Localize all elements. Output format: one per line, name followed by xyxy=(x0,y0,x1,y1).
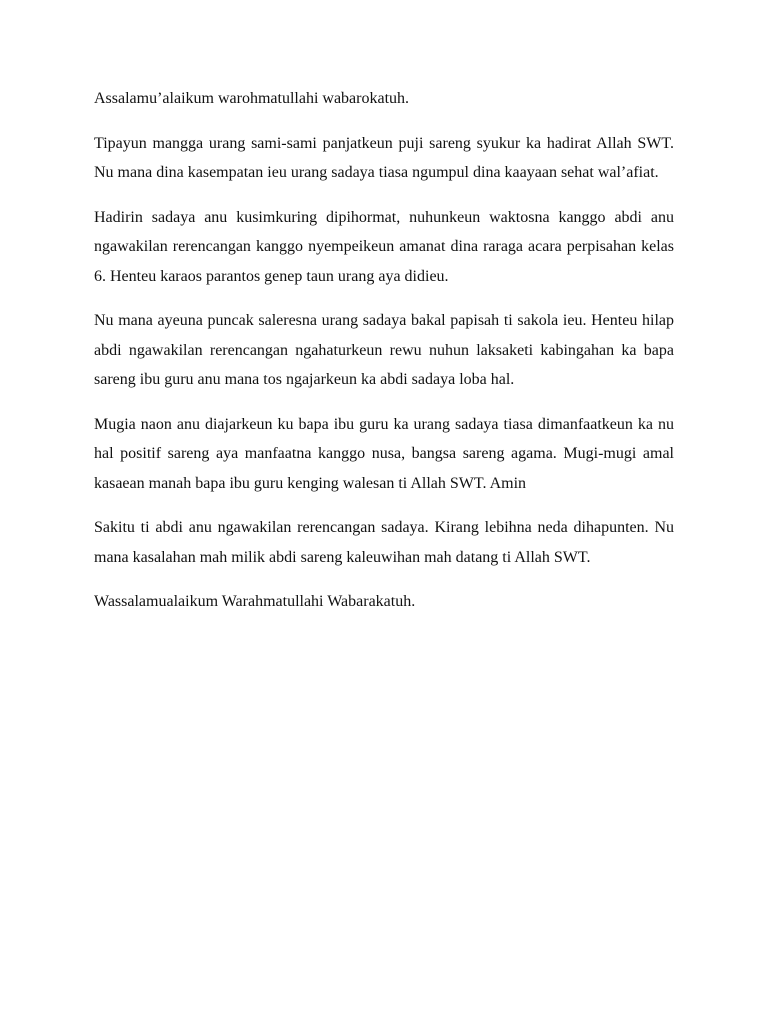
paragraph-hope: Mugia naon anu diajarkeun ku bapa ibu guru ka urang sadaya tiasa dimanfaatkeun ka nu hal positif sareng aya manfaatna kanggo nusa, bangsa sareng agama. Mugi-mugi amal kasaean manah bapa ibu guru kenging walesan ti Allah SWT. Amin xyxy=(94,415,674,492)
paragraph-farewell: Nu mana ayeuna puncak saleresna urang sadaya bakal papisah ti sakola ieu. Henteu hilap abdi ngawakilan rerencangan ngahaturkeun rewu nuhun laksaketi kabingahan ka bapa sareng ibu guru anu mana tos ngajarkeun ka abdi sadaya loba hal. xyxy=(94,312,674,388)
document-body xyxy=(94,84,674,632)
opening-greeting: Assalamu’alaikum warohmatullahi wabarokatuh. xyxy=(94,90,410,107)
closing-greeting: Wassalamualaikum Warahmatullahi Wabarakatuh. xyxy=(94,593,416,610)
paragraph-praise: Tipayun mangga urang sami-sami panjatkeun puji sareng syukur ka hadirat Allah SWT. Nu mana dina kasempatan ieu urang sadaya tiasa ngumpul dina kaayaan sehat wal’afiat. xyxy=(94,134,674,181)
paragraph-closing: Sakitu ti abdi anu ngawakilan rerencangan sadaya. Kirang lebihna neda dihapunten. Nu mana kasalahan mah milik abdi sareng kaleuwihan mah datang ti Allah SWT. xyxy=(94,519,674,566)
paragraph-introduction: Hadirin sadaya anu kusimkuring dipihormat, nuhunkeun waktosna kanggo abdi anu ngawakilan rerencangan kanggo nyempeikeun amanat dina raraga acara perpisahan kelas 6. Henteu karaos parantos genep taun urang aya didieu. xyxy=(94,208,674,285)
